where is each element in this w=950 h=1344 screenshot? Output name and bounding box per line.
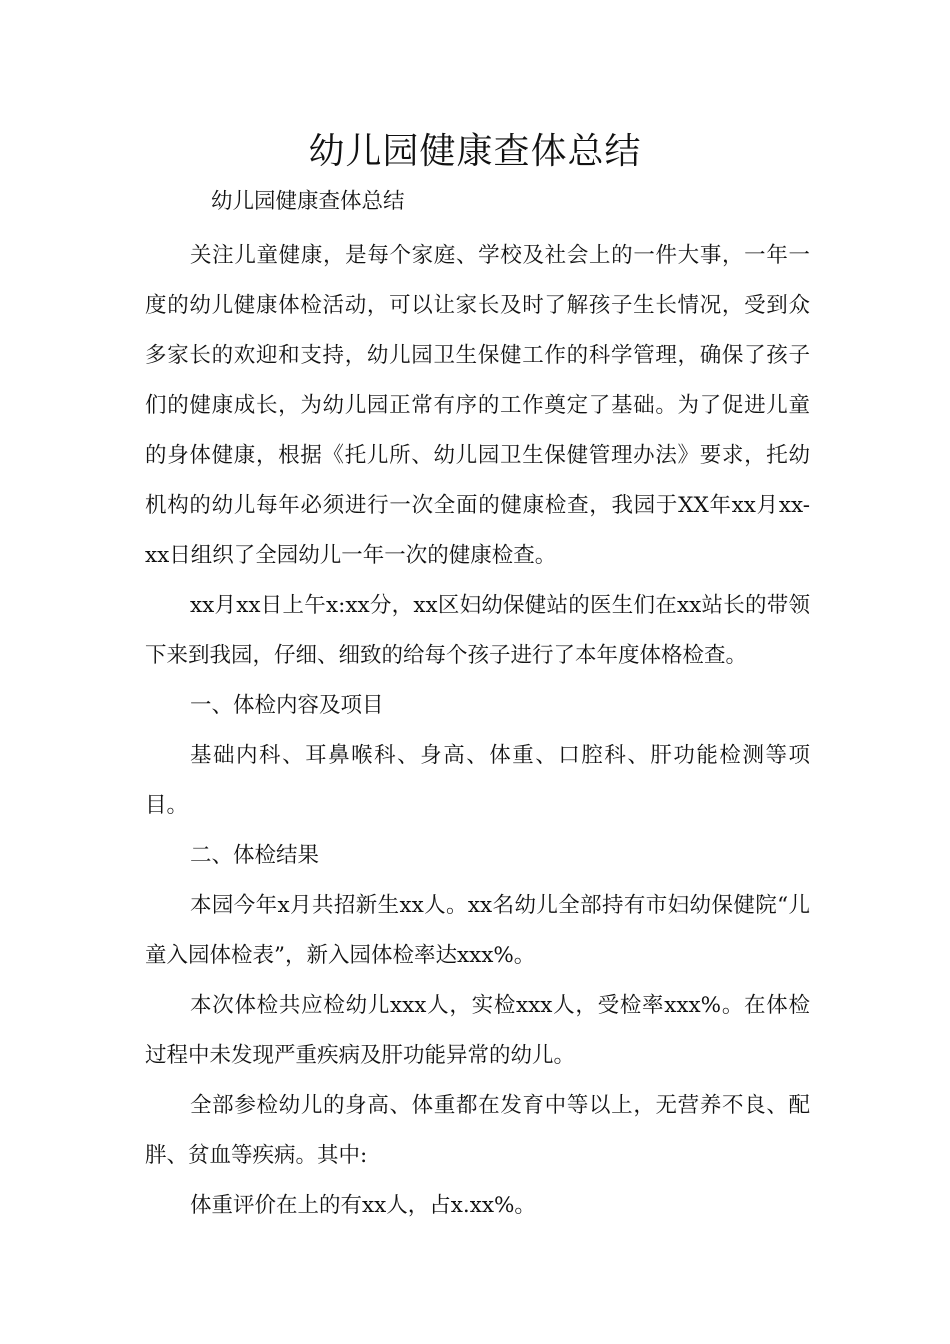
document-body bbox=[145, 181, 810, 1231]
paragraph-exam-date: xx月xx日上午x:xx分，xx区妇幼保健站的医生们在xx站长的带领下来到我园，仔细、细致的给每个孩子进行了本年度体格检查。 bbox=[145, 593, 810, 668]
section-heading-exam-items: 一、体检内容及项目 bbox=[190, 693, 384, 718]
document-title: 幼儿园健康查体总结 bbox=[308, 131, 642, 172]
section-heading-exam-results: 二、体检结果 bbox=[190, 843, 320, 868]
paragraph-exam-rate: 本次体检共应检幼儿xxx人，实检xxx人，受检率xxx%。在体检过程中未发现严重疾病及肝功能异常的幼儿。 bbox=[145, 993, 810, 1068]
paragraph-exam-items: 基础内科、耳鼻喉科、身高、体重、口腔科、肝功能检测等项目。 bbox=[145, 743, 810, 818]
paragraph-weight-evaluation: 体重评价在上的有xx人，占x.xx%。 bbox=[190, 1193, 536, 1218]
document-subtitle: 幼儿园健康查体总结 bbox=[211, 189, 405, 214]
paragraph-new-students: 本园今年x月共招新生xx人。xx名幼儿全部持有市妇幼保健院“儿童入园体检表”，新入园体检率达xxx%。 bbox=[145, 893, 810, 968]
paragraph-intro: 关注儿童健康，是每个家庭、学校及社会上的一件大事，一年一度的幼儿健康体检活动，可以让家长及时了解孩子生长情况，受到众多家长的欢迎和支持，幼儿园卫生保健工作的科学管理，确保了孩子们的健康成长，为幼儿园正常有序的工作奠定了基础。为了促进儿童的身体健康，根据《托儿所、幼儿园卫生保健管理办法》要求，托幼机构的幼儿每年必须进行一次全面的健康检查，我园于XX年xx月xx-xx日组织了全园幼儿一年一次的健康检查。 bbox=[145, 243, 810, 568]
paragraph-growth: 全部参检幼儿的身高、体重都在发育中等以上，无营养不良、配胖、贫血等疾病。其中: bbox=[145, 1093, 810, 1168]
